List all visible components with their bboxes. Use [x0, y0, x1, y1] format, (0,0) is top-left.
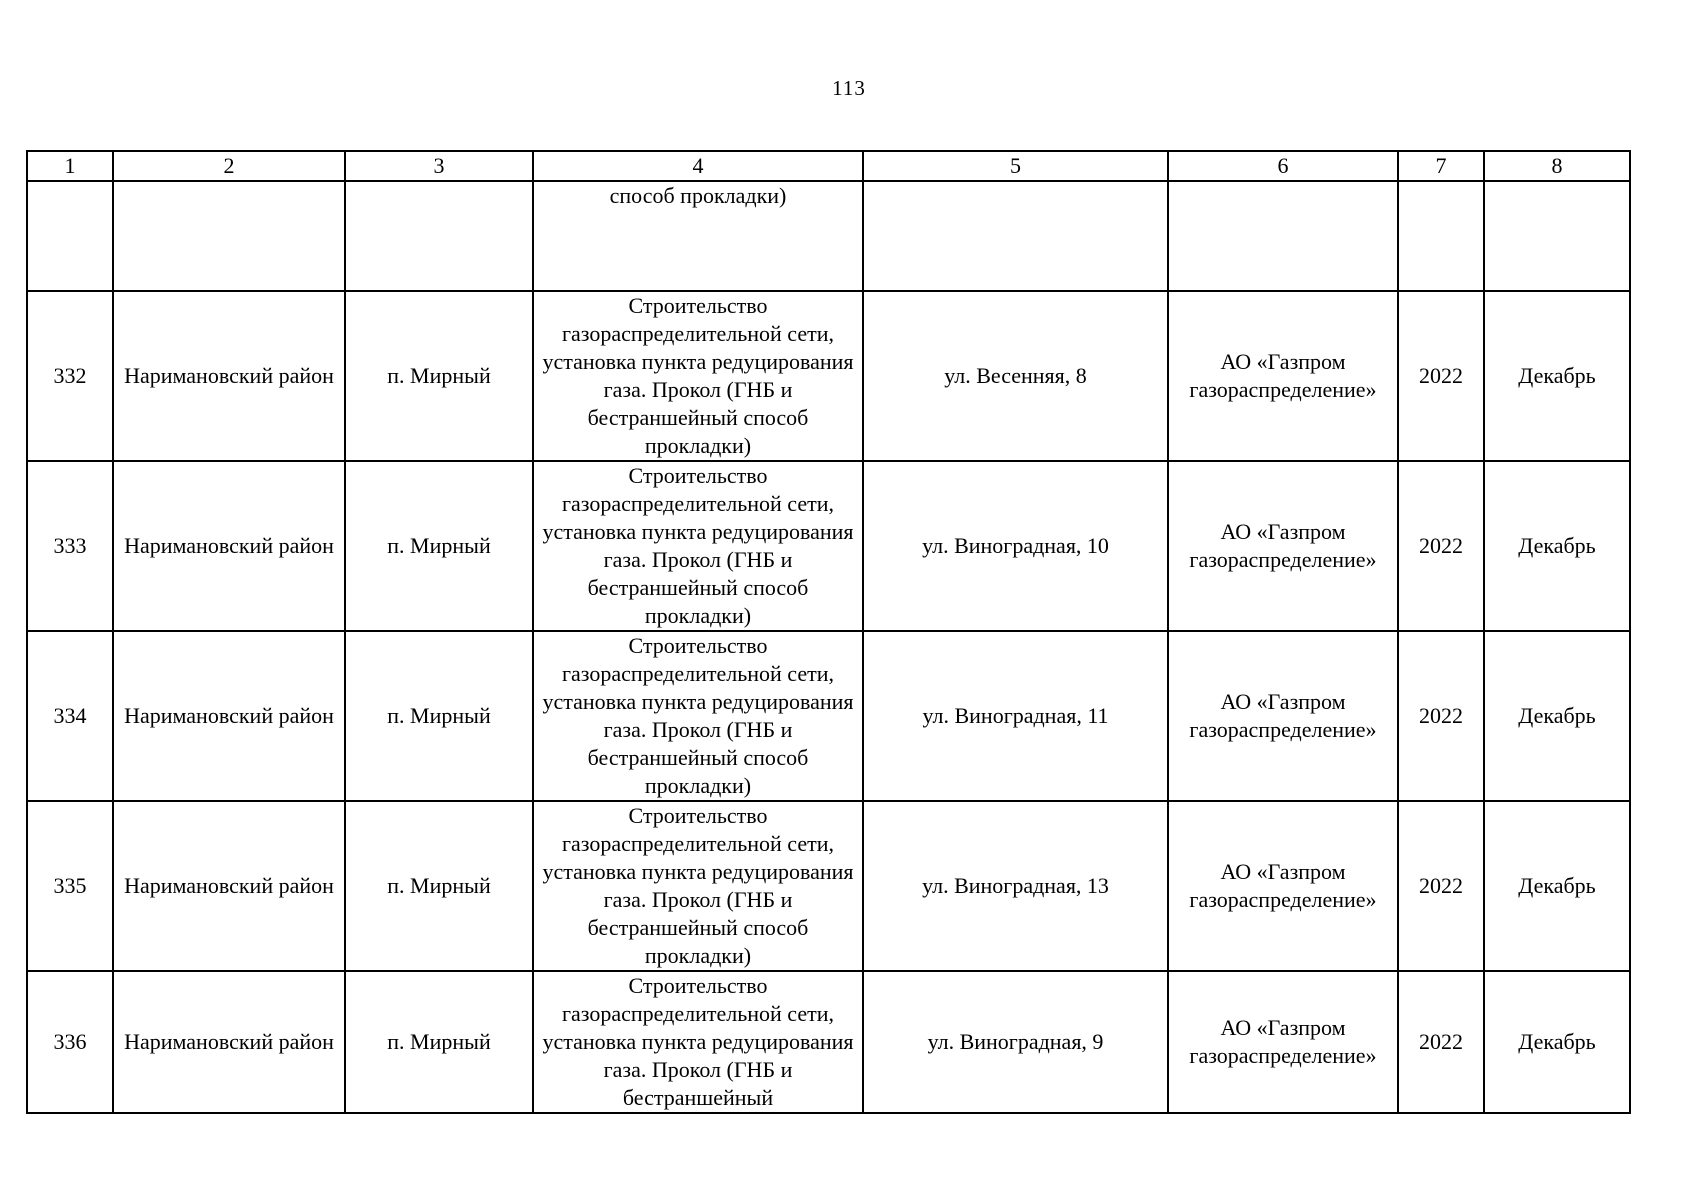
month-cell: Декабрь: [1484, 801, 1630, 971]
description-cell: Строительство газораспределительной сети, установка пункта редуцирования газа. Прокол (ГНБ и бестраншейный: [533, 971, 863, 1113]
column-header: 3: [345, 151, 533, 181]
column-header: 4: [533, 151, 863, 181]
table-cell: [1168, 181, 1398, 291]
table-header-row: [27, 151, 1630, 181]
year-cell: 2022: [1398, 631, 1484, 801]
organization-cell: АО «Газпром газораспределение»: [1168, 461, 1398, 631]
column-header: 1: [27, 151, 113, 181]
settlement-cell: п. Мирный: [345, 971, 533, 1113]
organization-cell: АО «Газпром газораспределение»: [1168, 971, 1398, 1113]
description-cell: Строительство газораспределительной сети, установка пункта редуцирования газа. Прокол (ГНБ и бестраншейный способ прокладки): [533, 461, 863, 631]
column-header: 8: [1484, 151, 1630, 181]
column-header: 2: [113, 151, 345, 181]
settlement-cell: п. Мирный: [345, 291, 533, 461]
continuation-row: [27, 181, 1630, 291]
table-cell: [1398, 181, 1484, 291]
address-cell: ул. Виноградная, 11: [863, 631, 1168, 801]
row-number-cell: 332: [27, 291, 113, 461]
year-cell: 2022: [1398, 291, 1484, 461]
description-cell: Строительство газораспределительной сети, установка пункта редуцирования газа. Прокол (ГНБ и бестраншейный способ прокладки): [533, 631, 863, 801]
table-row: [27, 971, 1630, 1113]
address-cell: ул. Виноградная, 9: [863, 971, 1168, 1113]
table-row: [27, 291, 1630, 461]
column-header: 6: [1168, 151, 1398, 181]
row-number-cell: 334: [27, 631, 113, 801]
organization-cell: АО «Газпром газораспределение»: [1168, 801, 1398, 971]
year-cell: 2022: [1398, 971, 1484, 1113]
row-number-cell: 335: [27, 801, 113, 971]
district-cell: Наримановский район: [113, 971, 345, 1113]
table-cell: [345, 181, 533, 291]
year-cell: 2022: [1398, 461, 1484, 631]
settlement-cell: п. Мирный: [345, 461, 533, 631]
month-cell: Декабрь: [1484, 461, 1630, 631]
table-cell: [27, 181, 113, 291]
district-cell: Наримановский район: [113, 801, 345, 971]
column-header: 7: [1398, 151, 1484, 181]
table-cell: [1484, 181, 1630, 291]
works-table: [26, 150, 1631, 1114]
district-cell: Наримановский район: [113, 291, 345, 461]
table-cell: [863, 181, 1168, 291]
month-cell: Декабрь: [1484, 971, 1630, 1113]
row-number-cell: 333: [27, 461, 113, 631]
description-cell: Строительство газораспределительной сети, установка пункта редуцирования газа. Прокол (ГНБ и бестраншейный способ прокладки): [533, 291, 863, 461]
row-number-cell: 336: [27, 971, 113, 1113]
table-cell: [113, 181, 345, 291]
year-cell: 2022: [1398, 801, 1484, 971]
month-cell: Декабрь: [1484, 291, 1630, 461]
settlement-cell: п. Мирный: [345, 631, 533, 801]
table-row: [27, 801, 1630, 971]
district-cell: Наримановский район: [113, 631, 345, 801]
organization-cell: АО «Газпром газораспределение»: [1168, 291, 1398, 461]
table-row: [27, 461, 1630, 631]
address-cell: ул. Весенняя, 8: [863, 291, 1168, 461]
page-number: 113: [832, 76, 866, 100]
table-row: [27, 631, 1630, 801]
address-cell: ул. Виноградная, 13: [863, 801, 1168, 971]
month-cell: Декабрь: [1484, 631, 1630, 801]
description-cell: Строительство газораспределительной сети, установка пункта редуцирования газа. Прокол (ГНБ и бестраншейный способ прокладки): [533, 801, 863, 971]
district-cell: Наримановский район: [113, 461, 345, 631]
address-cell: ул. Виноградная, 10: [863, 461, 1168, 631]
organization-cell: АО «Газпром газораспределение»: [1168, 631, 1398, 801]
column-header: 5: [863, 151, 1168, 181]
continued-description-cell: способ прокладки): [533, 181, 863, 291]
settlement-cell: п. Мирный: [345, 801, 533, 971]
